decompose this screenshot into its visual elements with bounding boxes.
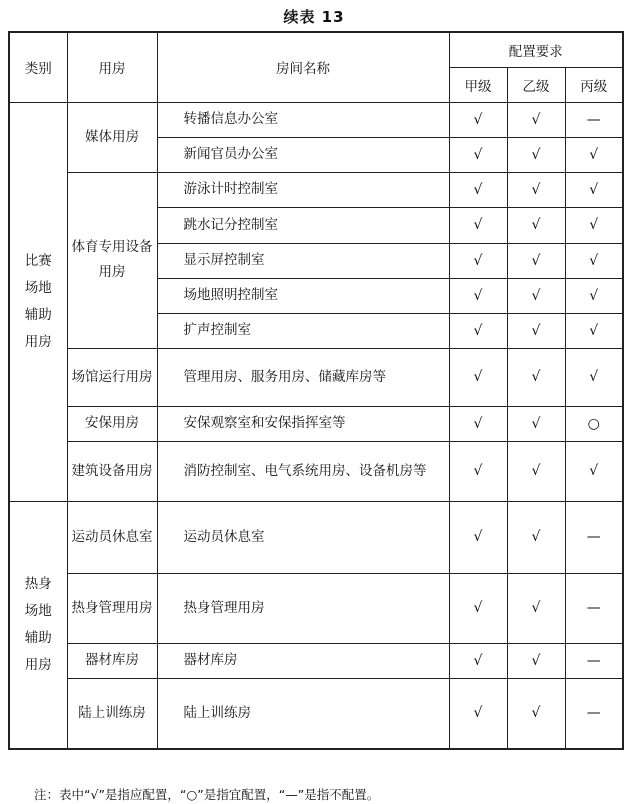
table-body <box>9 102 623 749</box>
room-name-cell: 器材库房 <box>157 643 449 678</box>
grade-a-mark: √ <box>449 278 507 313</box>
table-title: 续表 13 <box>283 8 345 26</box>
grade-c-mark: — <box>565 573 623 643</box>
table-row <box>9 441 623 501</box>
grade-a-mark: √ <box>449 348 507 406</box>
table-row <box>9 406 623 441</box>
grade-b-mark: √ <box>507 313 565 348</box>
room-name-cell: 陆上训练房 <box>157 678 449 749</box>
grade-c-mark: √ <box>565 172 623 207</box>
header-room-name: 房间名称 <box>157 32 449 102</box>
table-row <box>9 172 623 207</box>
room-name-cell: 场地照明控制室 <box>157 278 449 313</box>
room-use-cell: 热身管理用房 <box>67 573 157 643</box>
grade-b-mark: √ <box>507 573 565 643</box>
grade-c-mark: √ <box>565 348 623 406</box>
config-table <box>8 31 624 750</box>
grade-c-mark: √ <box>565 441 623 501</box>
room-name-cell: 管理用房、服务用房、储藏库房等 <box>157 348 449 406</box>
grade-b-mark: √ <box>507 102 565 137</box>
room-name-cell: 转播信息办公室 <box>157 102 449 137</box>
room-use-cell: 媒体用房 <box>67 102 157 172</box>
grade-b-mark: √ <box>507 441 565 501</box>
room-name-cell: 游泳计时控制室 <box>157 172 449 207</box>
grade-a-mark: √ <box>449 102 507 137</box>
grade-b-mark: √ <box>507 278 565 313</box>
room-name-cell: 消防控制室、电气系统用房、设备机房等 <box>157 441 449 501</box>
room-name-cell: 运动员休息室 <box>157 501 449 573</box>
room-use-cell: 运动员休息室 <box>67 501 157 573</box>
room-name-cell: 热身管理用房 <box>157 573 449 643</box>
grade-c-mark: — <box>565 102 623 137</box>
grade-a-mark: √ <box>449 406 507 441</box>
table-row <box>9 102 623 137</box>
grade-a-mark: √ <box>449 172 507 207</box>
table-note: 注：表中“√”是指应配置，“○”是指宜配置，“—”是指不配置。 <box>34 787 380 802</box>
table-row <box>9 678 623 749</box>
grade-a-mark: √ <box>449 137 507 172</box>
header-grade-b: 乙级 <box>507 67 565 102</box>
grade-a-mark: √ <box>449 441 507 501</box>
grade-b-mark: √ <box>507 207 565 243</box>
grade-b-mark: √ <box>507 348 565 406</box>
grade-a-mark: √ <box>449 573 507 643</box>
grade-b-mark: √ <box>507 406 565 441</box>
table-row <box>9 643 623 678</box>
category-cell: 比赛 场地 辅助 用房 <box>9 102 67 501</box>
grade-b-mark: √ <box>507 501 565 573</box>
room-name-cell: 扩声控制室 <box>157 313 449 348</box>
header-config: 配置要求 <box>449 32 623 67</box>
grade-a-mark: √ <box>449 313 507 348</box>
room-use-cell: 场馆运行用房 <box>67 348 157 406</box>
grade-a-mark: √ <box>449 678 507 749</box>
grade-b-mark: √ <box>507 643 565 678</box>
grade-c-mark: — <box>565 501 623 573</box>
room-name-cell: 安保观察室和安保指挥室等 <box>157 406 449 441</box>
grade-c-mark: √ <box>565 278 623 313</box>
grade-a-mark: √ <box>449 501 507 573</box>
header-grade-c: 丙级 <box>565 67 623 102</box>
grade-c-mark: √ <box>565 313 623 348</box>
grade-a-mark: √ <box>449 643 507 678</box>
table-row <box>9 501 623 573</box>
room-use-cell: 建筑设备用房 <box>67 441 157 501</box>
table-header <box>9 32 623 102</box>
table-row <box>9 573 623 643</box>
room-use-cell: 器材库房 <box>67 643 157 678</box>
category-cell: 热身 场地 辅助 用房 <box>9 501 67 749</box>
grade-c-mark: √ <box>565 243 623 278</box>
grade-a-mark: √ <box>449 207 507 243</box>
grade-c-mark: √ <box>565 207 623 243</box>
grade-b-mark: √ <box>507 678 565 749</box>
header-category: 类别 <box>9 32 67 102</box>
room-use-cell: 体育专用设备用房 <box>67 172 157 348</box>
header-grade-a: 甲级 <box>449 67 507 102</box>
grade-c-mark: — <box>565 678 623 749</box>
room-name-cell: 跳水记分控制室 <box>157 207 449 243</box>
header-room-use: 用房 <box>67 32 157 102</box>
table-row <box>9 348 623 406</box>
room-name-cell: 显示屏控制室 <box>157 243 449 278</box>
grade-c-mark: ○ <box>565 406 623 441</box>
grade-c-mark: — <box>565 643 623 678</box>
grade-b-mark: √ <box>507 137 565 172</box>
room-use-cell: 安保用房 <box>67 406 157 441</box>
grade-b-mark: √ <box>507 243 565 278</box>
room-name-cell: 新闻官员办公室 <box>157 137 449 172</box>
room-use-cell: 陆上训练房 <box>67 678 157 749</box>
grade-a-mark: √ <box>449 243 507 278</box>
grade-c-mark: √ <box>565 137 623 172</box>
grade-b-mark: √ <box>507 172 565 207</box>
